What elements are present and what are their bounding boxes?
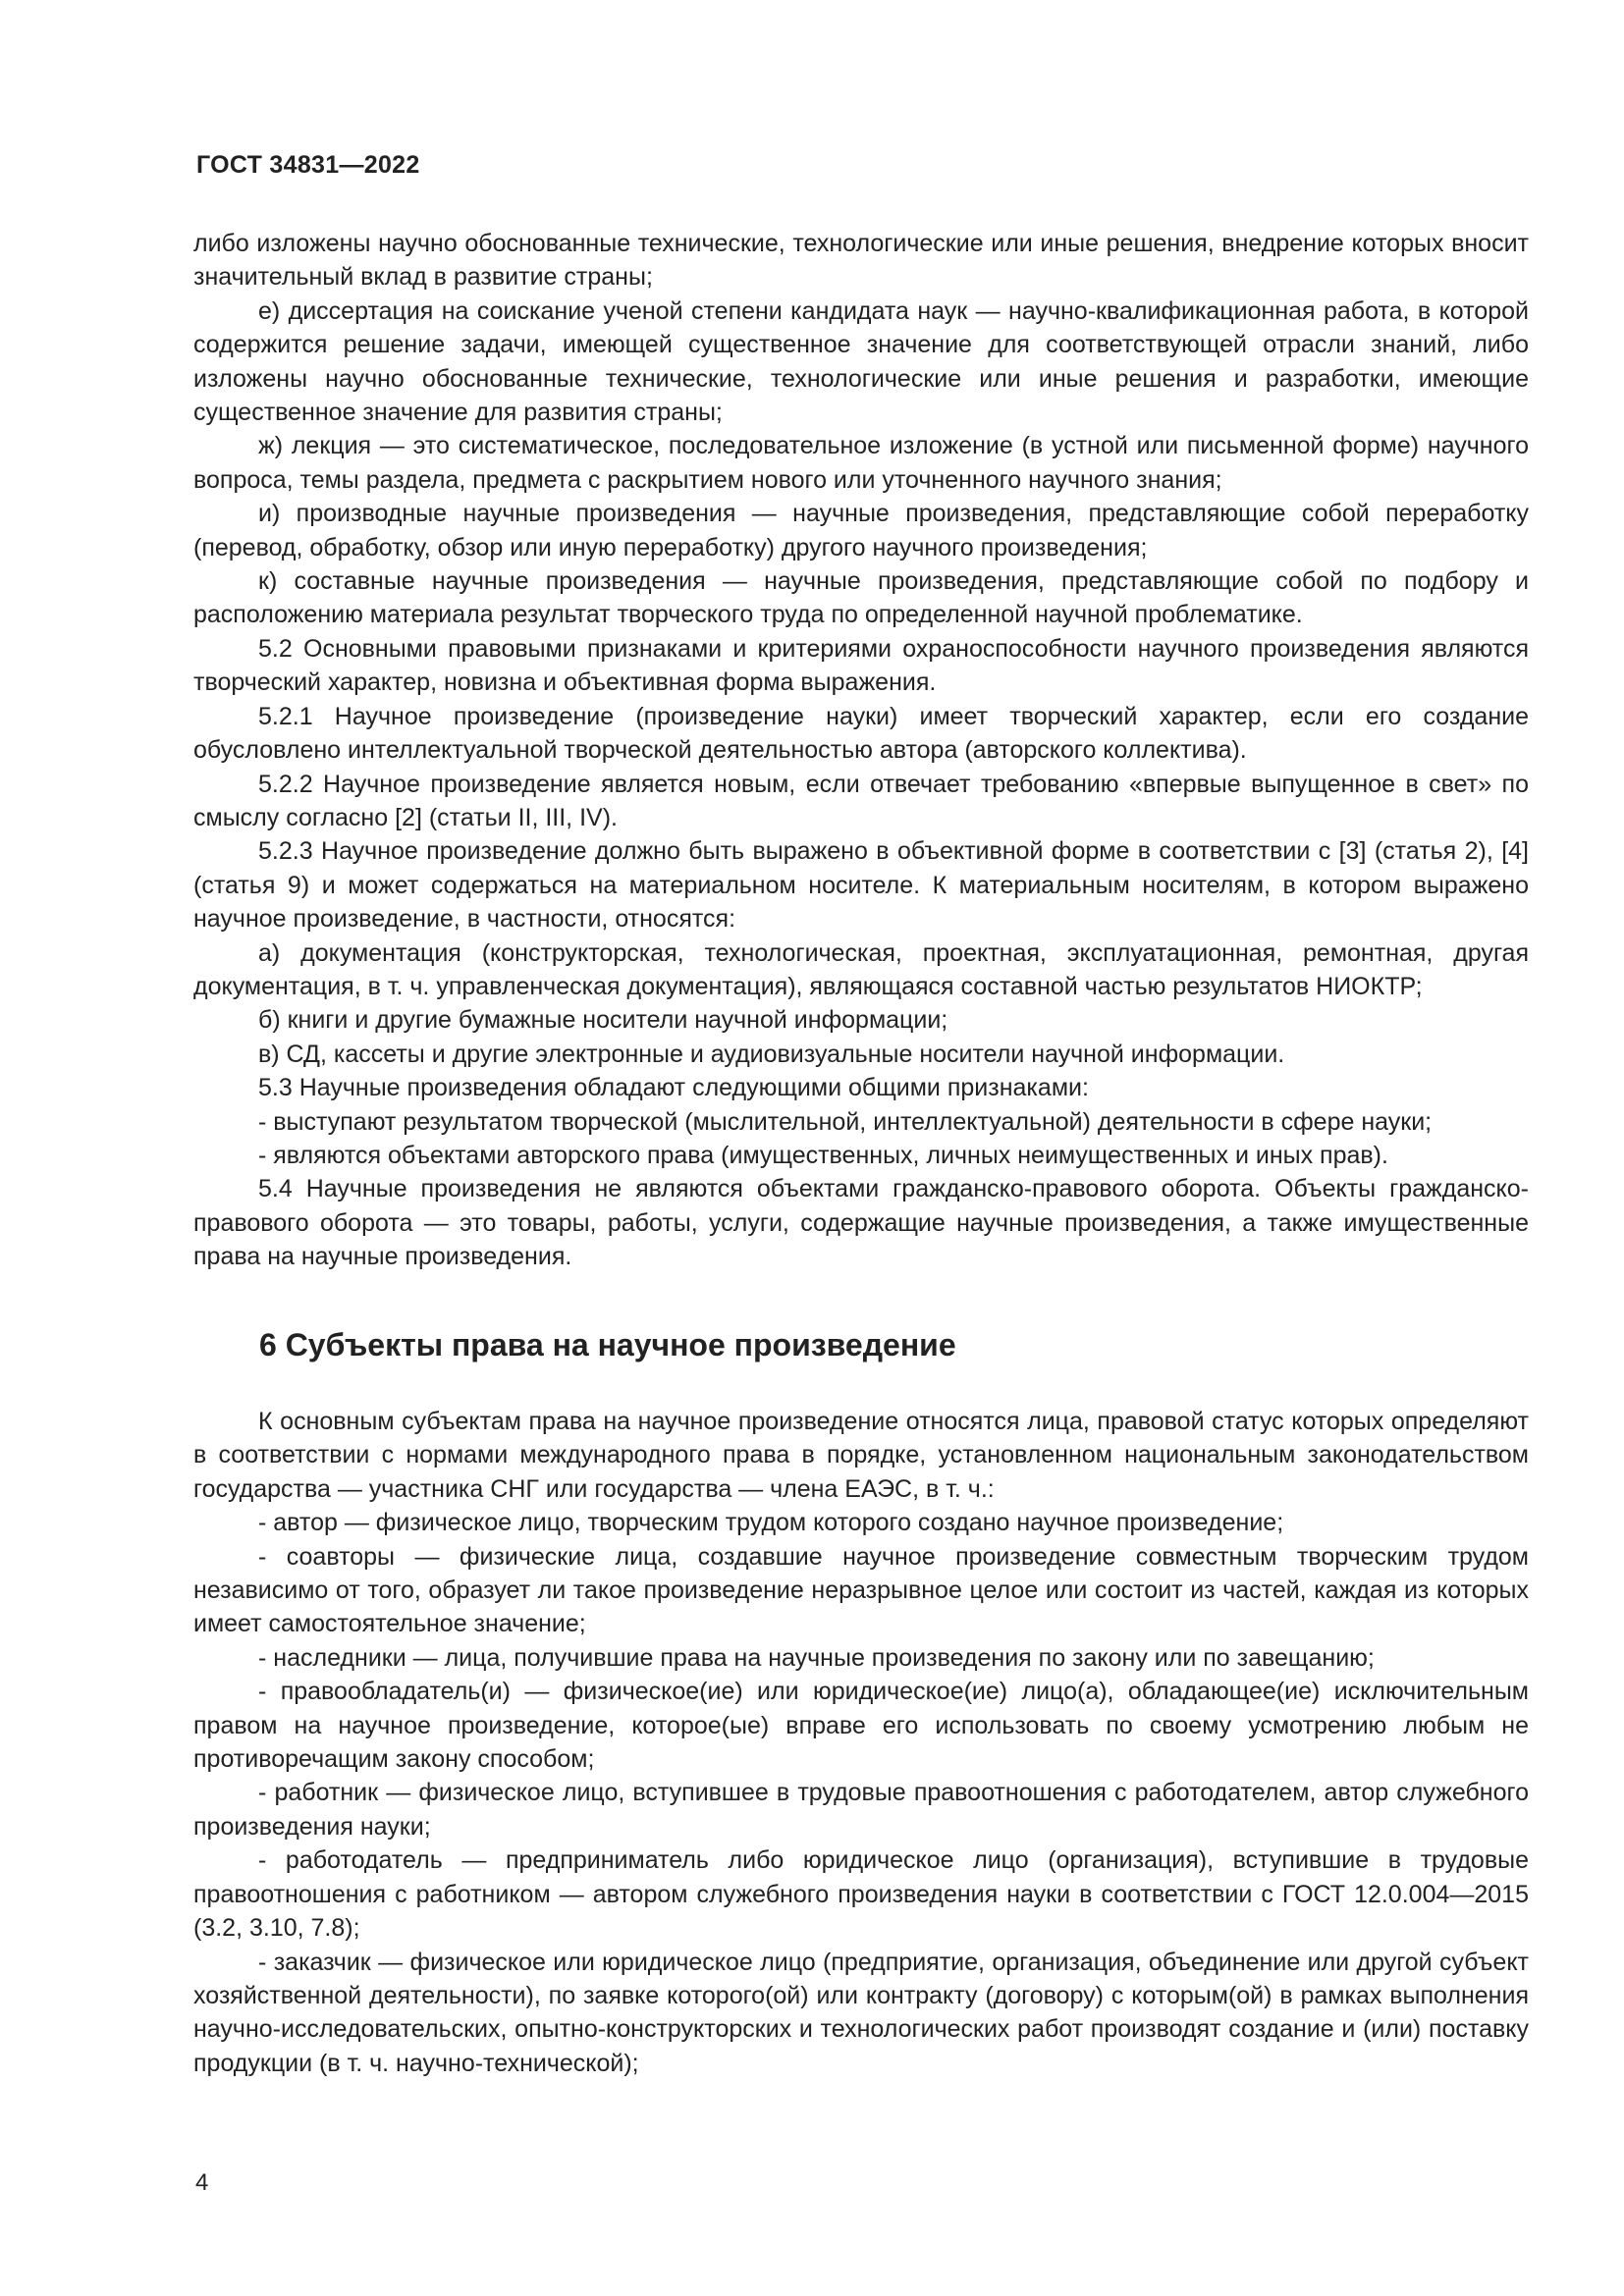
paragraph: - работодатель — предприниматель либо юридическое лицо (организация), вступившие в трудовые правоотношения с работником — автором служебного произведения науки в соответствии с ГОСТ 12.0.004—2015 (3.2, 3.10, 7.8); [193,1846,1529,1943]
paragraph: б) книги и другие бумажные носители научной информации; [258,1006,948,1035]
paragraph: а) документация (конструкторская, технологическая, проектная, эксплуатационная, ремонтная, другая документация, в т. ч. управленческая документация), являющаяся составной частью результатов НИОКТР; [193,938,1529,1000]
paragraph: - заказчик — физическое или юридическое лицо (предприятие, организация, объединение или другой субъект хозяйственной деятельности), по заявке которого(ой) или контракту (договору) с которым(ой) в рамках выполнения научно-исследовательских, опытно-конструкторских и технологических работ производят создание и (или) поставку продукции (в т. ч. научно-технической); [193,1948,1529,2077]
paragraph: - являются объектами авторского права (имущественных, личных неимущественных и иных прав). [258,1141,1388,1169]
paragraph: 5.4 Научные произведения не являются объектами гражданско-правового оборота. Объекты гражданско-правового оборота — это товары, работы, услуги, содержащие научные произведения, а также имущественные права на научные произведения. [193,1175,1529,1271]
text-block-section-5 [193,227,1529,1274]
paragraph: - выступают результатом творческой (мыслительной, интеллектуальной) деятельности в сфере науки; [258,1107,1433,1136]
section-title: 6 Субъекты права на научное произведение [259,1327,956,1362]
paragraph: 5.2.1 Научное произведение (произведение науки) имеет творческий характер, если его создание обусловлено интеллектуальной творческой деятельностью автора (авторского коллектива). [193,702,1529,765]
paragraph: 5.3 Научные произведения обладают следующими общими признаками: [258,1074,1089,1102]
paragraph: ж) лекция — это систематическое, последовательное изложение (в устной или письменной форме) научного вопроса, темы раздела, предмета с раскрытием нового или уточненного научного знания; [193,432,1529,494]
paragraph: и) производные научные произведения — научные произведения, представляющие собой переработку (перевод, обработку, обзор или иную переработку) другого научного произведения; [193,500,1529,561]
paragraph: - работник — физическое лицо, вступившее в трудовые правоотношения с работодателем, автор служебного произведения науки; [193,1779,1529,1841]
paragraph: - наследники — лица, получившие права на научные произведения по закону или по завещанию; [258,1643,1375,1672]
paragraph: - автор — физическое лицо, творческим трудом которого создано научное произведение; [258,1509,1284,1537]
paragraph: К основным субъектам права на научное произведение относятся лица, правовой статус которых определяют в соответствии с нормами международного права в порядке, установленном национальным законодательством государства — участника СНГ или государства — члена ЕАЭС, в т. ч.: [193,1408,1529,1503]
paragraph: - соавторы — физические лица, создавшие научное произведение совместным творческим трудом независимо от того, образует ли такое произведение неразрывное целое или состоит из частей, каждая из которых имеет самостоятельное значение; [193,1542,1529,1638]
paragraph: либо изложены научно обоснованные технические, технологические или иные решения, внедрение которых вносит значительный вклад в развитие страны; [193,230,1529,292]
paragraph: 5.2 Основными правовыми признаками и критериями охраноспособности научного произведения являются творческий характер, новизна и объективная форма выражения. [193,634,1529,697]
paragraph: 5.2.2 Научное произведение является новым, если отвечает требованию «впервые выпущенное в свет» по смыслу согласно [2] (статьи II, III, IV). [193,770,1529,831]
paragraph: к) составные научные произведения — научные произведения, представляющие собой по подбору и расположению материала результат творческого труда по определенной научной проблематике. [193,567,1529,629]
paragraph: в) СД, кассеты и другие электронные и аудиовизуальные носители научной информации. [258,1040,1285,1068]
paragraph: 5.2.3 Научное произведение должно быть выражено в объективной форме в соответствии с [3] (статья 2), [4] (статья 9) и может содержаться на материальном носителе. К материальным носителям, в котором выражено научное произведение, в частности, относятся: [193,837,1529,934]
paragraph: е) диссертация на соискание ученой степени кандидата наук — научно-квалификационная работа, в которой содержится решение задачи, имеющей существенное значение для соответствующей отрасли знаний, либо изложены научно обоснованные технические, технологические или иные решения и разработки, имеющие существенное значение для развития страны; [193,296,1529,427]
paragraph: - правообладатель(и) — физическое(ие) или юридическое(ие) лицо(а), обладающее(ие) исключительным правом на научное произведение, которое(ые) вправе его использовать по своему усмотрению любым не противоречащим закону способом; [193,1678,1529,1774]
page-number: 4 [195,2169,209,2196]
document-header: ГОСТ 34831—2022 [196,151,420,179]
text-block-section-6 [193,1405,1529,2080]
